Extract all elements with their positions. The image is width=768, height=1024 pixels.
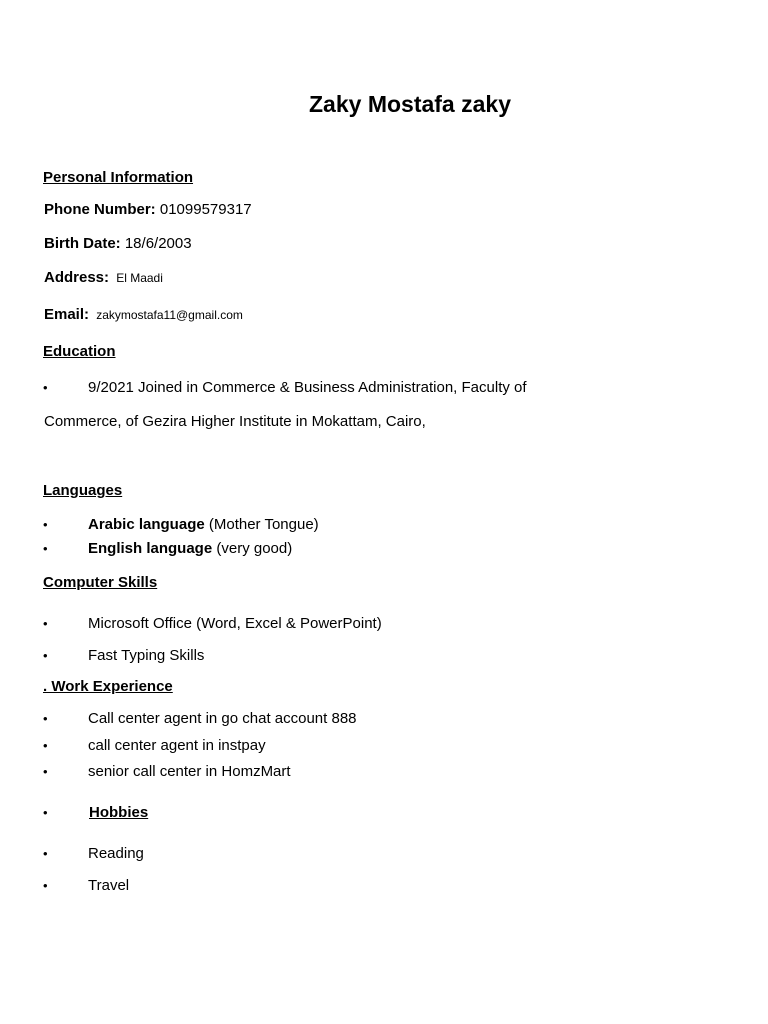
bullet-icon: •	[43, 517, 48, 532]
language-item	[88, 540, 292, 557]
email-value: zakymostafa11@gmail.com	[96, 308, 243, 322]
hobbies-heading: Hobbies	[89, 804, 149, 821]
cv-title: Zaky Mostafa zaky	[309, 91, 511, 117]
birth-date-label: Birth Date:	[44, 235, 121, 252]
bullet-icon: •	[43, 380, 48, 395]
email-row	[44, 306, 243, 323]
work-item: call center agent in instpay	[88, 737, 266, 754]
email-label: Email:	[44, 306, 90, 323]
work-item: Call center agent in go chat account 888	[88, 710, 357, 727]
language-name: English language	[88, 540, 213, 557]
education-heading: Education	[43, 343, 116, 360]
address-value: El Maadi	[116, 271, 163, 285]
work-experience-heading: . Work Experience	[43, 678, 173, 695]
bullet-icon: •	[43, 846, 48, 861]
skill-item: Microsoft Office (Word, Excel & PowerPoint)	[88, 615, 382, 632]
education-line-2: Commerce, of Gezira Higher Institute in Mokattam, Cairo,	[44, 413, 426, 430]
bullet-icon: •	[43, 764, 48, 779]
address-row	[44, 269, 163, 286]
bullet-icon: •	[43, 878, 48, 893]
birth-date-value: 18/6/2003	[124, 235, 192, 252]
phone-value: 01099579317	[159, 201, 252, 218]
language-item	[88, 516, 319, 533]
bullet-icon: •	[43, 738, 48, 753]
languages-heading: Languages	[43, 482, 123, 499]
bullet-icon: •	[43, 805, 48, 820]
language-level: (Mother Tongue)	[204, 516, 319, 533]
hobby-item: Reading	[88, 845, 144, 862]
education-line-1: 9/2021 Joined in Commerce & Business Administration, Faculty of	[88, 379, 527, 396]
bullet-icon: •	[43, 711, 48, 726]
phone-row	[44, 201, 252, 218]
phone-label: Phone Number:	[44, 201, 156, 218]
bullet-icon: •	[43, 616, 48, 631]
language-name: Arabic language	[88, 516, 205, 533]
hobby-item: Travel	[88, 877, 130, 894]
language-level: (very good)	[212, 540, 293, 557]
bullet-icon: •	[43, 648, 48, 663]
work-item: senior call center in HomzMart	[88, 763, 291, 780]
bullet-icon: •	[43, 541, 48, 556]
birth-date-row	[44, 235, 192, 252]
personal-info-heading: Personal Information	[43, 169, 194, 186]
computer-skills-heading: Computer Skills	[43, 574, 158, 591]
skill-item: Fast Typing Skills	[88, 647, 205, 664]
address-label: Address:	[44, 269, 110, 286]
